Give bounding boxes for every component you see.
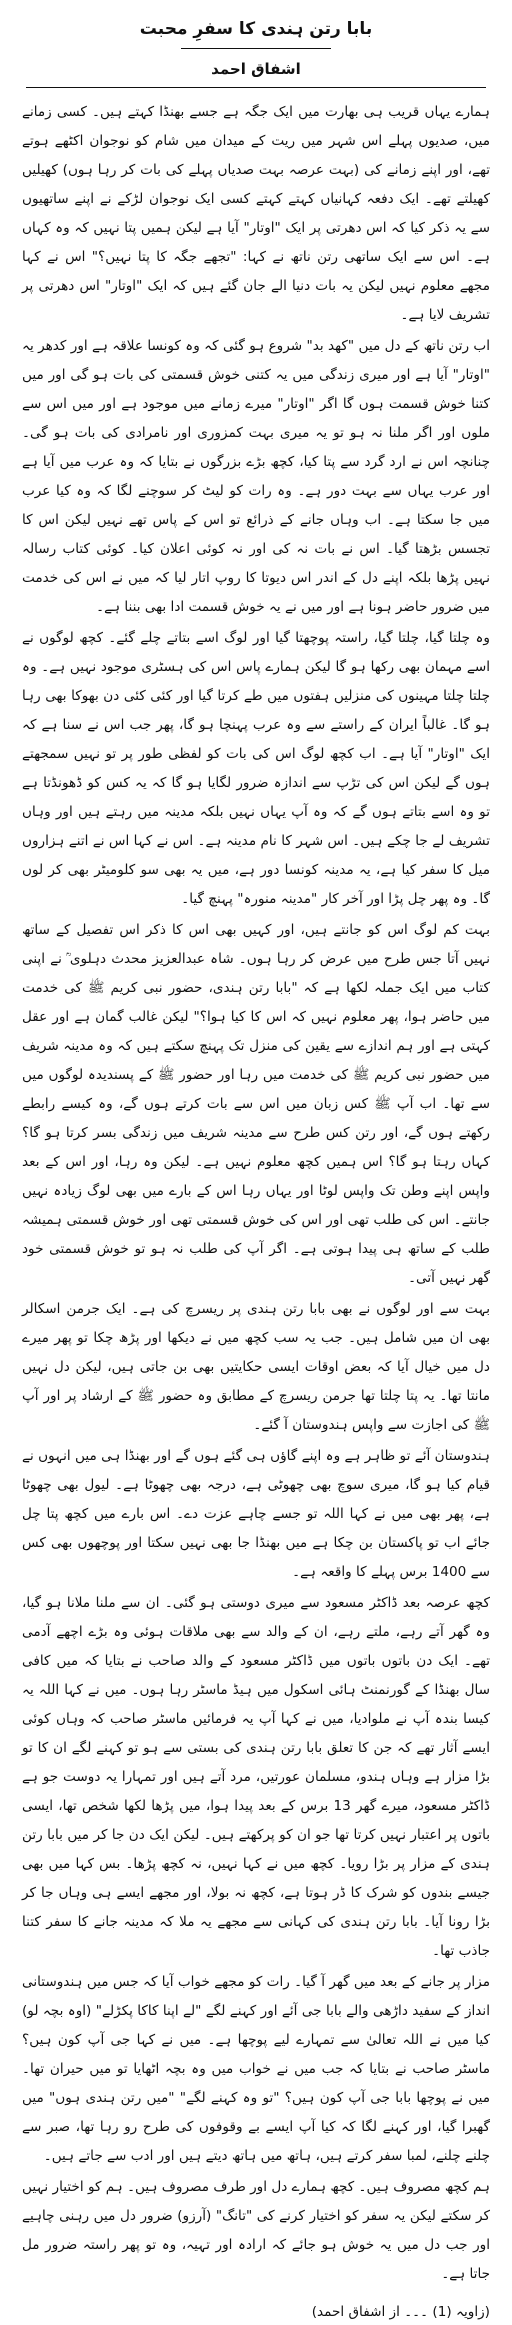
paragraph: اب رتن ناتھ کے دل میں "کھد بد" شروع ہو گئی کہ وہ کونسا علاقہ ہے اور کدھر یہ "اوتار" آیا ہے اور میری زندگی میں یہ کتنی خوش قسمتی کی بات ہو گی اور میں کتنا خوش قسمت ہوں گا اگر "اوتار" میرے زمانے میں موجود ہے اور میں اس سے ملوں اور اگر ملنا نہ ہو تو یہ میری بہت کمزوری اور نامرادی کی بات ہو گی۔ چنانچہ اس نے ارد گرد سے پتا کیا، کچھ بڑے بزرگوں نے بتایا کہ وہ عرب میں آیا ہے اور عرب یہاں سے بہت دور ہے۔ وہ رات کو لیٹ کر سوچنے لگا کہ وہ کیا عرب میں جا سکتا ہے۔ اب وہاں جانے کے ذرائع تو اس کے پاس تھے نہیں لیکن اس کا تجسس بڑھتا گیا۔ اس نے بات نہ کی اور نہ کوئی اعلان کیا۔ کوئی کتاب رسالہ نہیں پڑھا بلکہ اپنے دل کے اندر اس دیوتا کا روپ اتار لیا کہ میں نے اس کی خدمت میں ضرور حاضر ہونا ہے اور میں نے یہ خوش قسمت ادا بھی بننا ہے۔ [22,338,490,615]
paragraph: ہم کچھ مصروف ہیں۔ کچھ ہمارے دل اور طرف مصروف ہیں۔ ہم کو اختیار نہیں کر سکتے لیکن یہ سفر کو اختیار کرنے کی "تانگ" (آرزو) ضرور دل میں رہنی چاہیے اور جب دل میں یہ خوش ہو جائے کہ ارادہ اور تہیہ، وہ تو پھر راستہ ضرور مل جاتا ہے۔ [22,2179,490,2282]
paragraph: بہت سے اور لوگوں نے بھی بابا رتن ہندی پر ریسرچ کی ہے۔ ایک جرمن اسکالر بھی ان میں شامل ہیں۔ جب یہ سب کچھ میں نے دیکھا اور پڑھ چکا تو پھر میرے دل میں خیال آیا کہ بعض اوقات ایسی حکایتیں بھی بن جاتی ہیں، لیکن دل نہیں مانتا تھا۔ یہ پتا چلتا تھا جرمن ریسرچ کے مطابق وہ حضور ﷺ کے ارشاد پر اور آپ ﷺ کی اجازت سے واپس ہندوستان آ گئے۔ [22,1301,490,1433]
paragraph: بہت کم لوگ اس کو جانتے ہیں، اور کہیں بھی اس کا ذکر اس تفصیل کے ساتھ نہیں آتا جس طرح میں عرض کر رہا ہوں۔ شاہ عبدالعزیز محدث دہلوی ؒ نے اپنی کتاب میں ایک جملہ لکھا ہے کہ "بابا رتن ہندی، حضور نبی کریم ﷺ کی خدمت میں حاضر ہوا، پھر معلوم نہیں کہ اس کا کیا ہوا؟" لیکن غالب گمان ہے اور عقل کہتی ہے اور ہم اندازے سے یقین کی منزل تک پہنچ سکتے ہیں کہ وہ مدینہ شریف میں حضور نبی کریم ﷺ کی خدمت میں رہا اور حضور ﷺ کے پسندیدہ لوگوں میں سے تھا۔ اب آپ ﷺ کس زبان میں اس سے بات کرتے ہوں گے، وہ کیسے رابطے رکھتے ہوں گے، اور رتن کس طرح سے مدینہ شریف میں زندگی بسر کرتا ہو گا؟ کہاں رہتا ہو گا؟ اس ہمیں کچھ معلوم نہیں ہے۔ لیکن وہ رہا، اور اس کے بعد واپس اپنے وطن تک واپس لوٹا اور یہاں رہا اس کے بارے میں بھی لوگ زیادہ نہیں جانتے۔ اس کی طلب تھی اور اس کی خوش قسمتی تھی اور خوش قسمتی ہمیشہ طلب کے ساتھ ہی پیدا ہوتی ہے۔ اگر آپ کی طلب نہ ہو تو خوش قسمتی خود گھر نہیں آتی۔ [22,922,490,1286]
article-author: اشفاق احمد [211,60,301,78]
paragraph: کچھ عرصہ بعد ڈاکٹر مسعود سے میری دوستی ہو گئی۔ ان سے ملنا ملانا ہو گیا، وہ گھر آتے رہے، ملتے رہے، ان کے والد سے بھی ملاقات ہوئی وہ بڑے اچھے آدمی تھے۔ ایک دن باتوں باتوں میں ڈاکٹر مسعود کے والد صاحب نے بتایا کہ میں کافی سال بھنڈا کے گورنمنٹ ہائی اسکول میں ہیڈ ماسٹر رہا ہوں۔ میں نے کہا اللہ یہ کیسا بندہ آپ نے ملوادیا، میں نے کہا آپ یہ فرمائیں ماسٹر صاحب کہ وہاں کوئی ایسے آثار تھے کہ جن کا تعلق بابا رتن ہندی کی بستی سے ہو تو کہنے لگے ان کا تو بڑا مزار ہے وہاں ہندو، مسلمان عورتیں، مرد آتے ہیں اور تمہارا یہ دوست جو ہے ڈاکٹر مسعود، میرے گھر 13 برس کے بعد پیدا ہوا، میں پڑھا لکھا شخص تھا، ایسی باتوں پر اعتبار نہیں کرتا تھا جو ان کو پرکھتے ہیں۔ لیکن ایک دن جا کر میں بابا رتن ہندی کے مزار پر بڑا رویا۔ کچھ میں نے کہا نہیں، نہ کچھ پڑھا۔ بس کہا میں بھی جیسے بندوں کو شرک کا ڈر ہوتا ہے، کچھ نہ بولا، اور مجھے ایسے ہی وہاں جا کر بڑا رونا آیا۔ بابا رتن ہندی کی کہانی سے مجھے یہ ملا کہ مدینہ جانے کا سفر کتنا جاذب تھا۔ [22,1595,490,1959]
title-divider [181,48,331,49]
paragraph: ہمارے یہاں قریب ہی بھارت میں ایک جگہ ہے جسے بھنڈا کہتے ہیں۔ کسی زمانے میں، صدیوں پہلے اس شہر میں ریت کے میدان میں شام کو نوجوان اکٹھے ہوتے تھے، اور اپنے زمانے کی (بہت عرصہ بہت صدیاں پہلے کی بات کر رہا ہوں) کھیلیں کھیلتے تھے۔ ایک دفعہ کہانیاں کہتے کہتے کسی ایک نوجوان لڑکے نے اپنے ساتھیوں سے یہ ذکر کیا کہ اس دھرتی پر ایک "اوتار" آیا ہے لیکن ہمیں پتا نہیں کہ وہ کہاں ہے۔ اس سے ایک ساتھی رتن ناتھ نے کہا: "تجھے جگہ کا پتا نہیں؟" اس نے کہا مجھے معلوم نہیں لیکن یہ بات دنیا الے جان گئے ہیں کہ ایک "اوتار" اس دھرتی پر تشریف لایا ہے۔ [22,104,490,323]
article-signature: (زاویہ (1) ۔۔۔ از اشفاق احمد) [311,2304,490,2320]
article-body [22,98,490,2289]
paragraph: مزار پر جانے کے بعد میں گھر آ گیا۔ رات کو مجھے خواب آیا کہ جس میں ہندوستانی انداز کے سفید داڑھی والے بابا جی آئے اور کہنے لگے "لے اپنا کاکا پکڑلے" (اوہ بچہ لو) کیا میں نے اللہ تعالیٰ سے تمہارے لیے پوچھا ہے۔ میں نے کہا جی آپ کون ہیں؟ ماسٹر صاحب نے بتایا کہ جب میں نے خواب میں وہ بچہ اٹھایا تو میں حیران تھا۔ میں نے پوچھا بابا جی آپ کون ہیں؟ "تو وہ کہنے لگے" "میں رتن ہندی ہوں" میں گھبرا گیا، اور کہنے لگا کہ کیا آپ ایسے بے وقوفوں کی طرح رو رہا تھا، صبر سے چلنے چلنے، لمبا سفر کرتے ہیں، ہاتھ میں ہاتھ دیتے ہیں اور ادب سے جاتے ہیں۔ [22,1974,490,2164]
article-title: بابا رتن ہندی کا سفرِ محبت [139,19,373,39]
paragraph: ہندوستان آئے تو ظاہر ہے وہ اپنے گاؤں ہی گئے ہوں گے اور بھنڈا ہی میں انہوں نے قیام کیا ہو گا، میری سوچ بھی چھوٹی ہے، درجہ بھی چھوٹا ہے۔ لیول بھی چھوٹا ہے، پھر بھی میں نے کہا اللہ تو جسے چاہے عزت دے۔ اس بارے میں کچھ پتا چل جائے اب تو پاکستان بن چکا ہے میں بھنڈا جا بھی نہیں سکتا اور پوچھوں بھی کس سے 1400 برس پہلے کا واقعہ ہے۔ [22,1448,490,1580]
byline-divider [26,87,486,88]
paragraph: وہ چلتا گیا، چلتا گیا، راستہ پوچھتا گیا اور لوگ اسے بتاتے چلے گئے۔ کچھ لوگوں نے اسے مہمان بھی رکھا ہو گا لیکن ہمارے پاس اس کی ہسٹری موجود نہیں ہے۔ وہ چلتا چلتا مہینوں کی منزلیں ہفتوں میں طے کرتا گیا اور کئی کئی دن بھوکا بھی رہا ہو گا۔ غالباً ایران کے راستے سے وہ عرب پہنچا ہو گا، پھر جب اس نے سنا ہے کہ ایک "اوتار" آیا ہے۔ اب کچھ لوگ اس کی بات کو لفظی طور پر تو نہیں سمجھتے ہوں گے لیکن اس کی تڑپ سے اندازہ ضرور لگایا ہو گا کہ یہ کس کو ڈھونڈتا ہے تو وہ اسے بتاتے ہوں گے کہ وہ آپ یہاں نہیں بلکہ مدینہ میں رہتے ہیں اور وہاں تشریف لے جا چکے ہیں۔ اس شہر کا نام مدینہ ہے۔ اس نے کہا اس نے اتنے ہزاروں میل کا سفر کیا ہے، یہ مدینہ کونسا دور ہے، میں یہ بھی سو کلومیٹر بھی کر لوں گا۔ وہ پھر چل پڑا اور آخر کار "مدینہ منورہ" پہنچ گیا۔ [22,630,490,907]
